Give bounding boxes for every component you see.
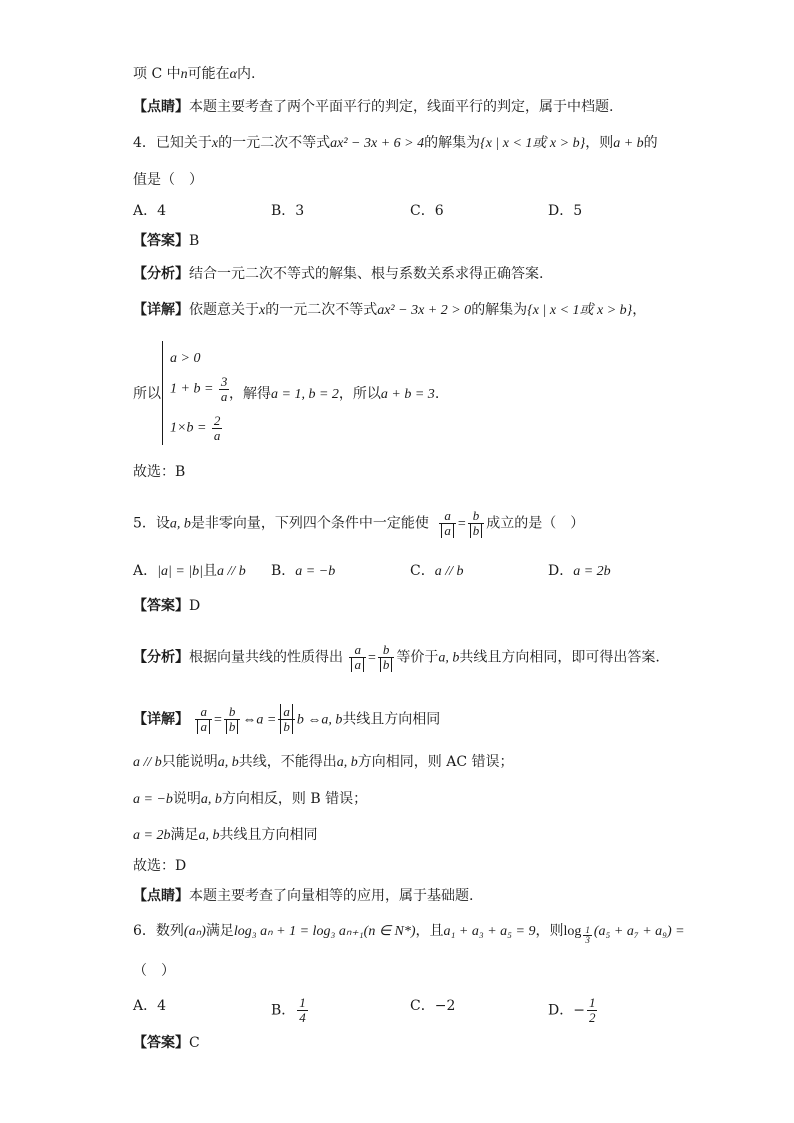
math-expr: a = −b [295,564,336,579]
math-expr: a + b [613,136,644,151]
math-expr: a = 1, b = 2 [271,387,339,402]
math-expr: a, b [336,755,358,770]
question-6-stem [133,921,685,945]
text: 成立的是（ ） [486,515,585,532]
text: 共线，不能得出 [238,754,337,770]
comment-text: 本题主要考查了两个平面平行的判定，线面平行的判定，属于中档题. [189,99,614,115]
question-number: 5．设 [133,515,170,532]
text: 方向相同，则 AC 错误； [357,754,514,770]
question-6-stem-2: （ ） [133,963,175,979]
fraction: $\frac{a}{a}$ [195,705,212,734]
fraction: $\frac{a}{a}$ [349,643,366,672]
text: 内. [236,66,256,82]
question-4-stem [133,133,658,154]
answer-value: D [189,598,201,614]
text: 的解集为 [424,135,481,151]
equation-lhs: 1 + b = [170,381,214,397]
text-line [133,97,613,117]
option-d [548,561,611,582]
math-expr: a, b [200,792,222,807]
option-d: D．5 [548,203,583,219]
comment-text: 本题主要考查了向量相等的应用，属于基础题. [189,888,474,904]
comment-tag: 【点睛】 [133,99,189,115]
fraction [219,375,230,404]
option-letter: D． [548,563,574,579]
fraction: $\frac{b}{b}$ [224,705,241,734]
equation: a₁ + a₃ + a₅ = 9 [443,924,536,939]
iff-symbol: ⇔ [242,712,257,728]
numerator: 1 [588,995,596,1010]
solve-line [229,384,439,405]
analysis-line: 【分析】根据向量共线的性质得出 $\frac{a}{a}$ = $\frac{b}{b}$ 等价于a, b共线且方向相同，即可得出答案. [133,642,660,672]
text: 只能说明 [161,754,218,770]
option-letter: B． [271,563,296,579]
math-expr: a // b [133,755,162,770]
answer-line [133,231,199,251]
text: 满足 [170,827,199,843]
denominator: 4 [299,1010,306,1025]
denominator: 2 [588,1010,596,1025]
math-expr: a // b [216,564,246,579]
answer-tag: 【答案】 [133,233,189,249]
denominator: 3 [585,935,590,945]
text: 的 [643,135,658,151]
option-c: C．−2 [410,998,456,1014]
text: 等价于 [396,649,439,666]
option-a [133,561,246,582]
text: 是非零向量，下列四个条件中一定能使 [190,515,429,532]
math-expr: b ⇔ [296,712,322,728]
text: 共线且方向相同，即可得出答案. [459,649,660,666]
answer-value: C [189,1035,200,1051]
solution-set: {x | x < 1或 x > b} [480,136,586,151]
text: ，则 [585,135,614,151]
analysis-text: 结合一元二次不等式的解集、根与系数关系求得正确答案. [189,266,544,282]
log-base [583,926,592,945]
text-line [133,64,255,85]
denominator: a [213,428,221,443]
answer-line [133,1033,200,1053]
text: 满足 [205,923,234,939]
fraction: $\frac{b}{b}$ [468,509,485,538]
numerator: 2 [213,413,221,428]
numerator: 1 [585,925,590,935]
option-b [271,996,310,1025]
analysis-line [133,264,543,284]
text: 的一元二次不等式 [218,135,331,151]
option-a: A．4 [133,203,167,219]
math-expr: a, b [438,650,460,666]
math-expr: a = [256,712,277,728]
fraction [587,996,598,1025]
comment-line [133,886,473,906]
text: 根据向量共线的性质得出 [189,649,343,666]
math-expr: (a₅ + a₇ + a₉) = [593,924,685,939]
math-expr: a, b [169,516,191,532]
question-5-stem: 5．设a, b是非零向量，下列四个条件中一定能使 $\frac{a}{a}$ = $\frac{b}{b}$ 成立的是（ ） [133,508,585,538]
detail-row-3 [133,825,317,846]
text: ，则 [535,923,564,939]
condition: (n ∈ N*) [363,924,416,939]
option-c [410,561,464,582]
math-expr: a, b [198,828,220,843]
inequality: ax² − 3x + 2 > 0 [377,303,472,318]
text: 共线且方向相同 [219,827,318,843]
option-b [271,561,335,582]
text: ，解得 [229,386,271,402]
fraction: $\frac{a}{b}$ [278,705,295,734]
log-symbol: log [563,924,582,939]
answer-line [133,596,200,616]
choose-line: 故选：B [133,464,186,480]
math-var: n [180,67,188,82]
system-eq-2 [170,375,231,404]
question-number: 6．数列 [133,923,184,939]
option-letter: B． [271,1002,296,1019]
math-var: α [229,67,237,82]
text: 说明 [172,791,201,807]
analysis-tag: 【分析】 [133,266,189,282]
numerator: 3 [220,374,228,389]
so-label: 所以 [133,386,161,402]
question-4-stem-2: 值是（ ） [133,172,203,188]
text: 可能在 [187,66,230,82]
math-expr: a = 2b [133,828,171,843]
detail-tag: 【详解】 [133,711,189,728]
system-eq-3 [170,414,224,443]
math-expr: a // b [434,564,464,579]
comment-tag: 【点睛】 [133,888,189,904]
fraction [212,414,223,443]
option-b: B．3 [271,203,305,219]
fraction [297,996,308,1025]
math-var: x [211,136,219,151]
detail-line [133,300,646,321]
math-expr: (aₙ) [183,924,206,939]
text: . [434,386,440,402]
denominator: a [220,389,228,404]
fraction: $\frac{b}{b}$ [378,643,395,672]
analysis-tag: 【分析】 [133,649,189,666]
text: 的解集为 [471,302,528,318]
equation: log₃ aₙ + 1 = log₃ aₙ₊₁ [233,924,364,939]
detail-line: 【详解】 $\frac{a}{a}$ = $\frac{b}{b}$ ⇔a = $\frac{a}{b}$ b ⇔a, b共线且方向相同 [133,704,441,734]
text: 项 C 中 [133,66,181,82]
detail-tag: 【详解】 [133,302,189,318]
answer-value: B [189,233,200,249]
system-eq-1: a > 0 [170,351,201,366]
text: ，且 [415,923,444,939]
text: 方向相反，则 B 错误； [221,791,368,807]
option-d [548,996,599,1025]
text: 依题意关于 [189,302,259,318]
numerator: 1 [299,995,306,1010]
solution-set: {x | x < 1或 x > b} [527,303,633,318]
math-expr: a, b [321,712,343,728]
option-a: A．4 [133,998,167,1014]
math-expr: a = 2b [573,564,611,579]
question-number: 4．已知关于 [133,135,212,151]
inequality: ax² − 3x + 6 > 4 [330,136,425,151]
option-c: C．6 [410,203,444,219]
math-expr: |a| = |b| [157,564,203,579]
math-expr: a = −b [133,792,173,807]
choose-line: 故选：D [133,858,187,874]
text: 共线且方向相同 [342,711,441,728]
answer-tag: 【答案】 [133,598,189,614]
text: ，所以 [338,386,381,402]
fraction: $\frac{a}{a}$ [439,509,456,538]
math-var: x [259,303,266,318]
option-letter: C． [410,563,435,579]
option-letter: A． [133,563,158,579]
option-letter: D．− [548,1002,585,1019]
math-expr: a + b = 3 [380,387,435,402]
detail-row-2 [133,789,367,810]
text: ， [632,302,647,318]
answer-tag: 【答案】 [133,1035,189,1051]
text: 且 [202,563,217,579]
equation-lhs: 1×b = [170,420,207,436]
text: 的一元二次不等式 [265,302,378,318]
detail-row-1 [133,752,514,773]
math-expr: a, b [217,755,239,770]
